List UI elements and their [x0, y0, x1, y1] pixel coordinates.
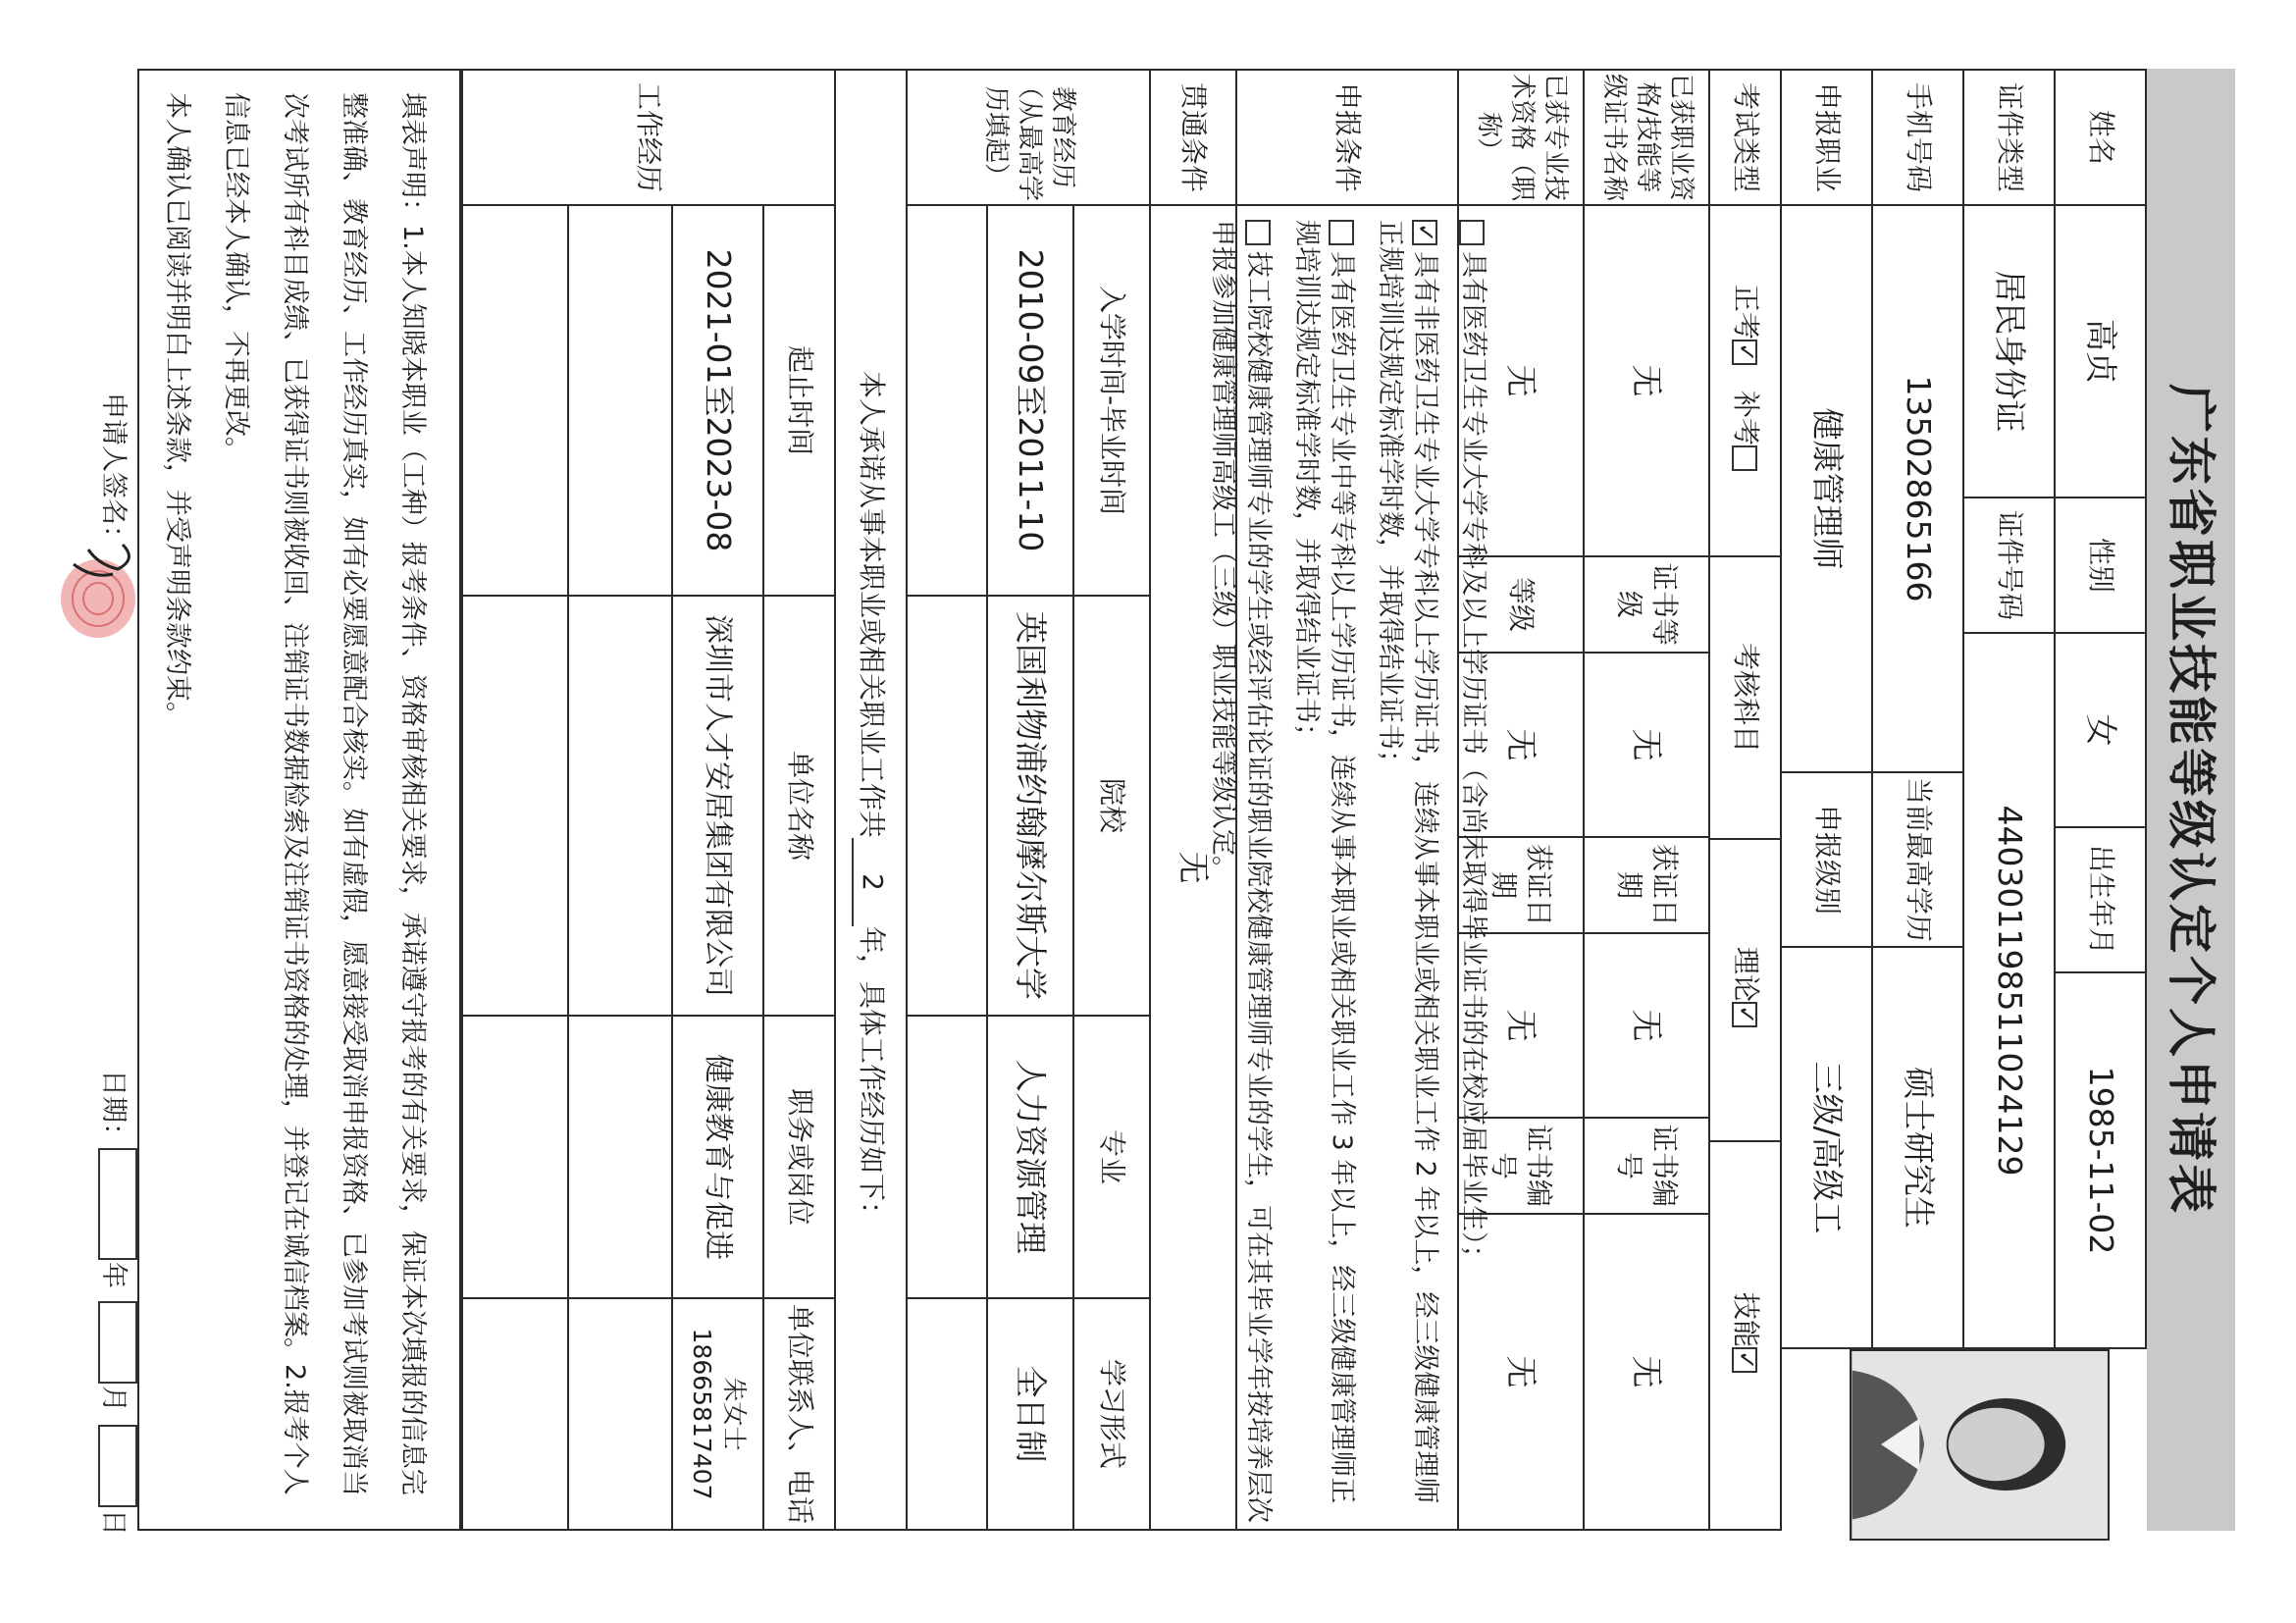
- title-cert-label: 已获专业技术资格（职称）: [1457, 69, 1585, 206]
- edu-empty-school: [906, 595, 988, 1017]
- condition-3-checkbox[interactable]: [1329, 220, 1354, 245]
- edu-row-time: 2010-09至2011-10: [986, 204, 1074, 597]
- date-year-label: 年: [98, 1262, 129, 1288]
- cert-name-value: 无: [1583, 204, 1710, 557]
- condition-2-checkbox[interactable]: [1412, 220, 1437, 245]
- condition-option-3[interactable]: [1281, 206, 1365, 1529]
- title-cert-name-value: 无: [1457, 204, 1585, 557]
- work-col-unit: 单位名称: [762, 595, 836, 1017]
- edu-label: 当前最高学历: [1871, 771, 1964, 948]
- date-label: 日期：: [98, 1070, 129, 1149]
- work-row-post: 健康教育与促进: [671, 1015, 764, 1299]
- work-years-value: 2: [852, 838, 889, 926]
- id-type-label: 证件类型: [1962, 69, 2056, 206]
- conditions-label: 申报条件: [1235, 69, 1459, 206]
- edu-col-time: 入学时间-毕业时间: [1072, 204, 1151, 597]
- work-col-contact: 单位联系人、电话: [762, 1297, 836, 1531]
- condition-3-text: 具有医药卫生专业中等专科以上学历证书，连续从事本职业或相关职业工作 3 年以上，经三级健康管理师正规培训达规定标准学时数，并取得结业证书；: [1290, 220, 1358, 1504]
- edu-value: 硕士研究生: [1871, 946, 1964, 1349]
- exam-skill-label: 技能: [1729, 1291, 1762, 1347]
- edu-empty-form: [906, 1297, 988, 1531]
- work-empty-unit-2: [461, 595, 569, 1017]
- exam-type-label: 考试类型: [1708, 69, 1782, 206]
- exam-subject-label: 考核科目: [1708, 555, 1782, 840]
- cert-date-label: 获证日期: [1583, 836, 1710, 934]
- fingerprint-stamp: [54, 535, 142, 643]
- title-cert-no-value: 无: [1457, 1213, 1585, 1531]
- date-day-label: 日: [98, 1509, 129, 1536]
- cert-no-label: 证书编号: [1583, 1117, 1710, 1215]
- exam-bu-checkbox[interactable]: [1733, 445, 1758, 471]
- date-day-box[interactable]: [98, 1425, 137, 1507]
- title-cert-no-label: 证书编号: [1457, 1117, 1585, 1215]
- work-label: 工作经历: [461, 69, 836, 206]
- work-empty-post-2: [461, 1015, 569, 1299]
- occupation-value: 健康管理师: [1780, 204, 1873, 773]
- edu-empty-time: [906, 204, 988, 597]
- condition-4-text: 技工院校健康管理师专业的学生或经评估论证的职业院校健康管理师专业的学生，可在其毕业学年按培养层次申报参加健康管理师高级工（三级）职业技能等级认定。: [1207, 220, 1275, 1523]
- form-title: 广东省职业技能等级认定个人申请表: [2147, 69, 2235, 1531]
- work-col-post: 职务或岗位: [762, 1015, 836, 1299]
- edu-row-school: 英国利物浦约翰摩尔斯大学: [986, 595, 1074, 1017]
- gender-value: 女: [2054, 632, 2147, 828]
- cert-level-label: 证书等级: [1583, 555, 1710, 654]
- edu-col-school: 院校: [1072, 595, 1151, 1017]
- portrait-image: [1852, 1351, 2108, 1539]
- condition-option-2[interactable]: [1365, 206, 1448, 1529]
- condition-4-checkbox[interactable]: [1245, 220, 1271, 245]
- work-commitment: [834, 69, 908, 1531]
- phone-value: 13502865166: [1871, 204, 1964, 773]
- work-commit-suffix: 年，具体工作经历如下：: [855, 926, 888, 1230]
- condition-1-text: 具有医药卫生专业大学专科及以上学历证书（含尚未取得毕业证书的在校应届毕业生）；: [1457, 251, 1488, 1272]
- work-commit-prefix: 本人承诺从事本职业或相关职业工作共: [855, 370, 888, 838]
- exam-zheng-label: 正考: [1729, 284, 1762, 340]
- condition-2-text: 具有非医药卫生专业大学专科以上学历证书，连续从事本职业或相关职业工作 2 年以上，经三级健康管理师正规培训达规定标准学时数，并取得结业证书；: [1374, 220, 1441, 1504]
- through-label: 贯通条件: [1149, 69, 1237, 206]
- work-empty-time-2: [461, 204, 569, 597]
- declaration-text: 填表声明：1.本人知晓本职业（工种）报考条件、资格审核相关要求，承诺遵守报考的有关要求，保证本次填报的信息完整准确、教育经历、工作经历真实，如有必要愿意配合核实。如有虚假，愿意接受取消申报资格、已参加考试则被取消当次考试所有科目成绩、已获得证书则被收回、注销证书数据检索及注销证书资格的处理，并登记在诚信档案。2.报考个人信息已经本人确认，不再更改。: [221, 92, 428, 1496]
- education-label: 教育经历（从最高学历填起）: [906, 69, 1151, 206]
- title-cert-date-label: 获证日期: [1457, 836, 1585, 934]
- edu-row-form: 全日制: [986, 1297, 1074, 1531]
- conditions-list: [1207, 204, 1488, 1531]
- title-cert-level-label: 等级: [1457, 555, 1585, 654]
- title-cert-level-value: 无: [1457, 652, 1585, 838]
- exam-theory-option: [1708, 838, 1782, 1142]
- work-empty-contact-2: [461, 1297, 569, 1531]
- work-empty-post-1: [567, 1015, 673, 1299]
- occupation-label: 申报职业: [1780, 69, 1873, 206]
- level-value: 三级/高级工: [1780, 946, 1873, 1349]
- date-month-label: 月: [98, 1386, 129, 1412]
- birth-value: 1985-11-02: [2054, 971, 2147, 1349]
- name-label: 姓名: [2054, 69, 2147, 206]
- exam-bu-label: 补考: [1729, 391, 1762, 446]
- applicant-photo: [1850, 1349, 2110, 1541]
- work-empty-time-1: [567, 204, 673, 597]
- condition-option-1[interactable]: [1448, 206, 1495, 1272]
- birth-label: 出生年月: [2054, 826, 2147, 973]
- work-row-time: 2021-01至2023-08: [671, 204, 764, 597]
- signature-label: 申请人签名：: [98, 393, 129, 551]
- cert-date-value: 无: [1583, 932, 1710, 1119]
- work-row-contact: 朱女士 18665817407: [671, 1297, 764, 1531]
- id-no-label: 证件号码: [1962, 497, 2056, 634]
- level-label: 申报级别: [1780, 771, 1873, 948]
- work-empty-contact-1: [567, 1297, 673, 1531]
- exam-theory-checkbox[interactable]: [1733, 1002, 1758, 1027]
- condition-1-checkbox[interactable]: [1459, 220, 1485, 245]
- exam-theory-label: 理论: [1729, 946, 1762, 1002]
- date-year-box[interactable]: [98, 1148, 137, 1260]
- gender-label: 性别: [2054, 497, 2147, 634]
- declaration-confirm: 本人确认已阅读并明白上述条款，并受声明条款约束。: [162, 92, 192, 728]
- edu-row-major: 人力资源管理: [986, 1015, 1074, 1299]
- edu-col-form: 学习形式: [1072, 1297, 1151, 1531]
- cert-level-value: 无: [1583, 652, 1710, 838]
- work-col-time: 起止时间: [762, 204, 836, 597]
- exam-skill-option: [1708, 1140, 1782, 1531]
- id-no-value: 440301198511024129: [1962, 632, 2056, 1349]
- phone-label: 手机号码: [1871, 69, 1964, 206]
- edu-col-major: 专业: [1072, 1015, 1151, 1299]
- edu-empty-major: [906, 1015, 988, 1299]
- exam-zheng-checkbox[interactable]: [1733, 340, 1758, 365]
- work-empty-unit-1: [567, 595, 673, 1017]
- date-month-box[interactable]: [98, 1301, 137, 1384]
- work-row-unit: 深圳市人才安居集团有限公司: [671, 595, 764, 1017]
- name-value: 高贞: [2054, 204, 2147, 498]
- exam-skill-checkbox[interactable]: [1733, 1347, 1758, 1373]
- through-value: 无: [1149, 204, 1237, 1531]
- cert-label: 已获职业资格/技能等级证书名称: [1583, 69, 1710, 206]
- title-cert-date-value: 无: [1457, 932, 1585, 1119]
- declaration-box: [137, 69, 461, 1531]
- cert-no-value: 无: [1583, 1213, 1710, 1531]
- exam-type-options: [1708, 204, 1782, 557]
- id-type-value: 居民身份证: [1962, 204, 2056, 498]
- signature-line: [93, 69, 137, 1536]
